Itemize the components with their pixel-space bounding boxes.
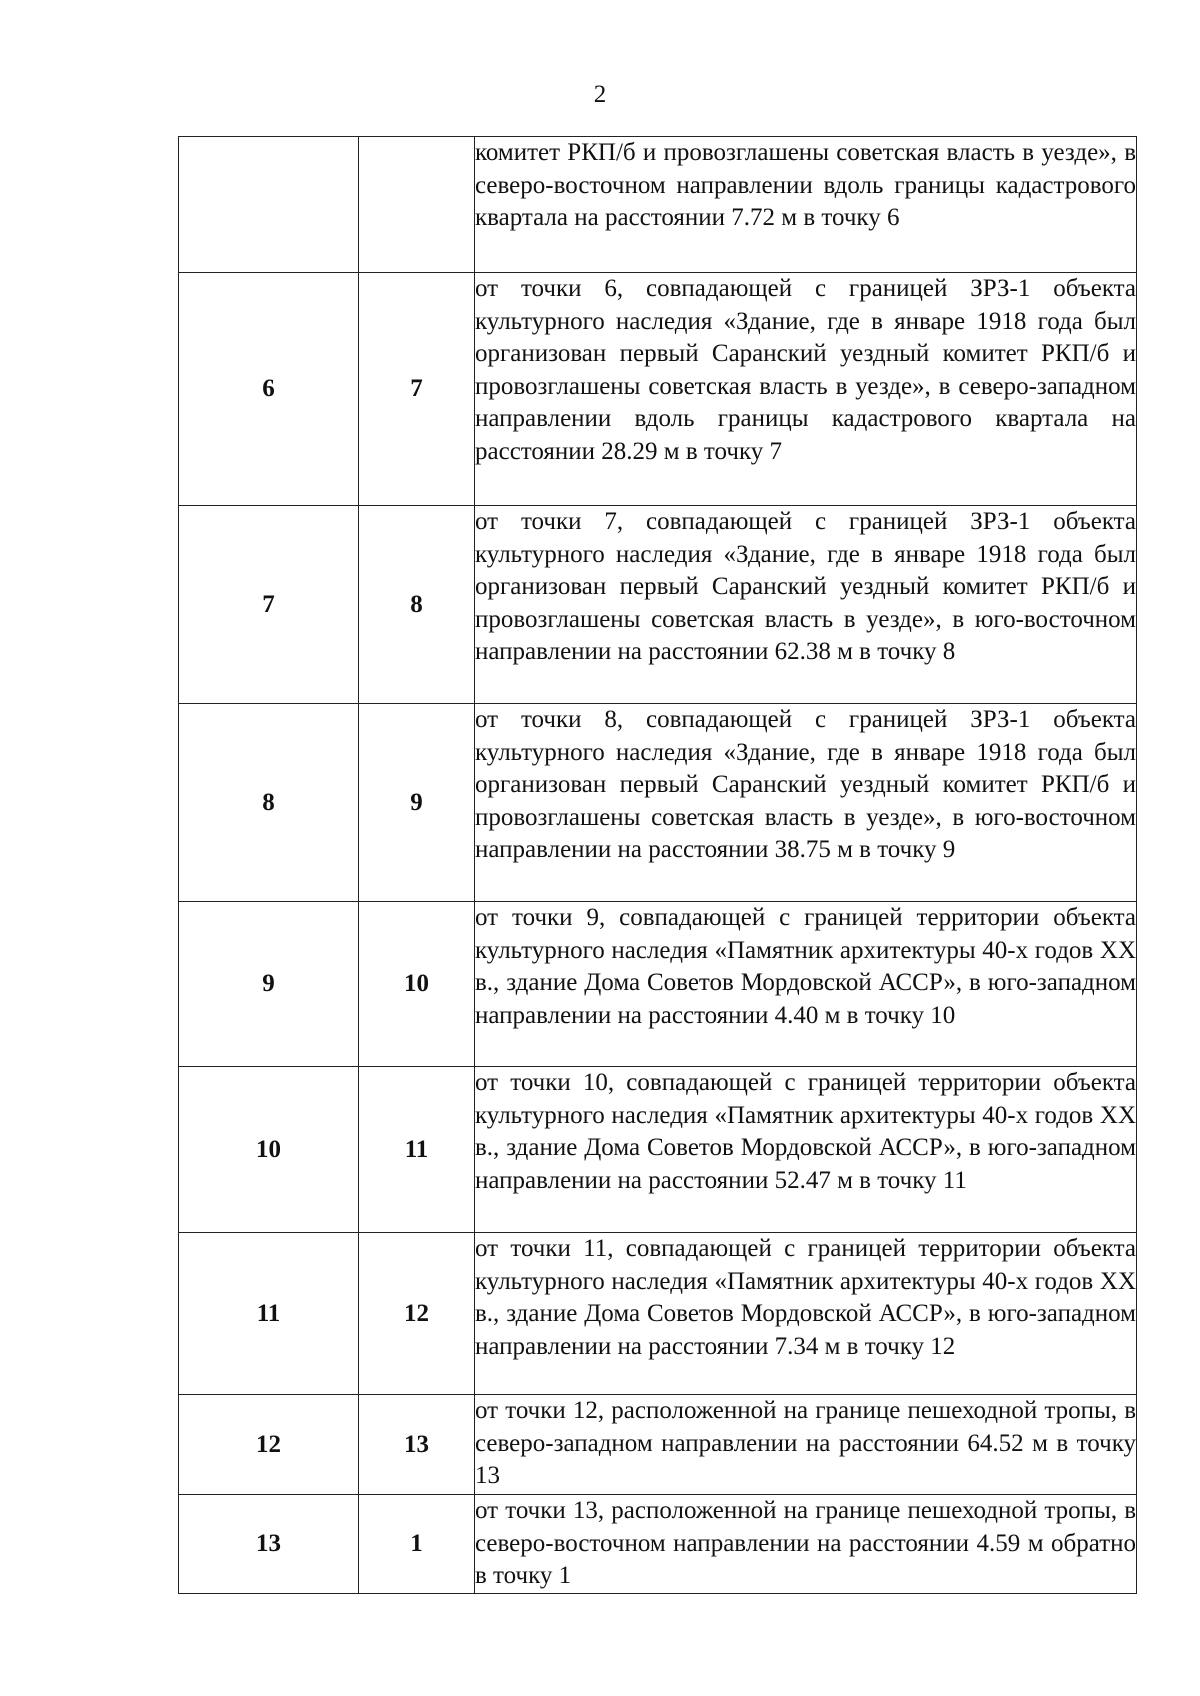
page-number: 2 (593, 81, 607, 108)
description-text: от точки 7, совпадающей с границей ЗРЗ-1 объекта культурного наследия «Здание, где в январе 1918 года был организован первый Саранский уездный комитет РКП/б и провозглашены советская власть в уезде», в юго-восточном направлении на расстоянии 62.38 м в точку 8 (475, 508, 1136, 665)
table-row (179, 1395, 1137, 1495)
to-point-cell: 8 (359, 506, 475, 704)
table-row (179, 137, 1137, 273)
table-row (179, 1495, 1137, 1594)
table-row (179, 506, 1137, 704)
description-cell (475, 506, 1137, 704)
description-cell (475, 1067, 1137, 1233)
to-point-cell: 10 (359, 902, 475, 1067)
to-point-cell: 7 (359, 273, 475, 506)
description-cell (475, 273, 1137, 506)
from-point-cell: 9 (179, 902, 359, 1067)
from-point-cell: 8 (179, 704, 359, 902)
description-cell (475, 704, 1137, 902)
to-point-cell: 1 (359, 1495, 475, 1594)
description-text: от точки 8, совпадающей с границей ЗРЗ-1 объекта культурного наследия «Здание, где в январе 1918 года был организован первый Саранский уездный комитет РКП/б и провозглашены советская власть в уезде», в юго-восточном направлении на расстоянии 38.75 м в точку 9 (475, 706, 1136, 863)
from-point-cell: 6 (179, 273, 359, 506)
from-point-cell: 10 (179, 1067, 359, 1233)
description-cell (475, 137, 1137, 273)
from-point-cell: 11 (179, 1233, 359, 1395)
description-cell (475, 1495, 1137, 1594)
description-text: от точки 13, расположенной на границе пешеходной тропы, в северо-восточном направлении на расстоянии 4.59 м обратно в точку 1 (475, 1497, 1136, 1589)
description-text: от точки 10, совпадающей с границей территории объекта культурного наследия «Памятник архитектуры 40-х годов XX в., здание Дома Советов Мордовской АССР», в юго-западном направлении на расстоянии 52.47 м в точку 11 (475, 1069, 1136, 1194)
description-cell (475, 1395, 1137, 1495)
from-point-cell: 7 (179, 506, 359, 704)
description-text: от точки 11, совпадающей с границей территории объекта культурного наследия «Памятник архитектуры 40-х годов XX в., здание Дома Советов Мордовской АССР», в юго-западном направлении на расстоянии 7.34 м в точку 12 (475, 1235, 1136, 1360)
table-row (179, 704, 1137, 902)
from-point-cell (179, 137, 359, 273)
description-text: от точки 9, совпадающей с границей территории объекта культурного наследия «Памятник архитектуры 40-х годов XX в., здание Дома Советов Мордовской АССР», в юго-западном направлении на расстоянии 4.40 м в точку 10 (475, 904, 1136, 1029)
description-text: от точки 12, расположенной на границе пешеходной тропы, в северо-западном направлении на расстоянии 64.52 м в точку 13 (475, 1397, 1136, 1489)
to-point-cell: 11 (359, 1067, 475, 1233)
to-point-cell: 9 (359, 704, 475, 902)
table-row (179, 902, 1137, 1067)
to-point-cell: 13 (359, 1395, 475, 1495)
table-row (179, 1067, 1137, 1233)
table-row (179, 273, 1137, 506)
description-text: комитет РКП/б и провозглашены советская власть в уезде», в северо-восточном направлении вдоль границы кадастрового квартала на расстоянии 7.72 м в точку 6 (475, 139, 1136, 231)
to-point-cell (359, 137, 475, 273)
from-point-cell: 13 (179, 1495, 359, 1594)
from-point-cell: 12 (179, 1395, 359, 1495)
table-row (179, 1233, 1137, 1395)
description-text: от точки 6, совпадающей с границей ЗРЗ-1 объекта культурного наследия «Здание, где в январе 1918 года был организован первый Саранский уездный комитет РКП/б и провозглашены советская власть в уезде», в северо-западном направлении вдоль границы кадастрового квартала на расстоянии 28.29 м в точку 7 (475, 275, 1136, 465)
description-cell (475, 1233, 1137, 1395)
to-point-cell: 12 (359, 1233, 475, 1395)
description-cell (475, 902, 1137, 1067)
boundary-points-table (178, 136, 1137, 1594)
